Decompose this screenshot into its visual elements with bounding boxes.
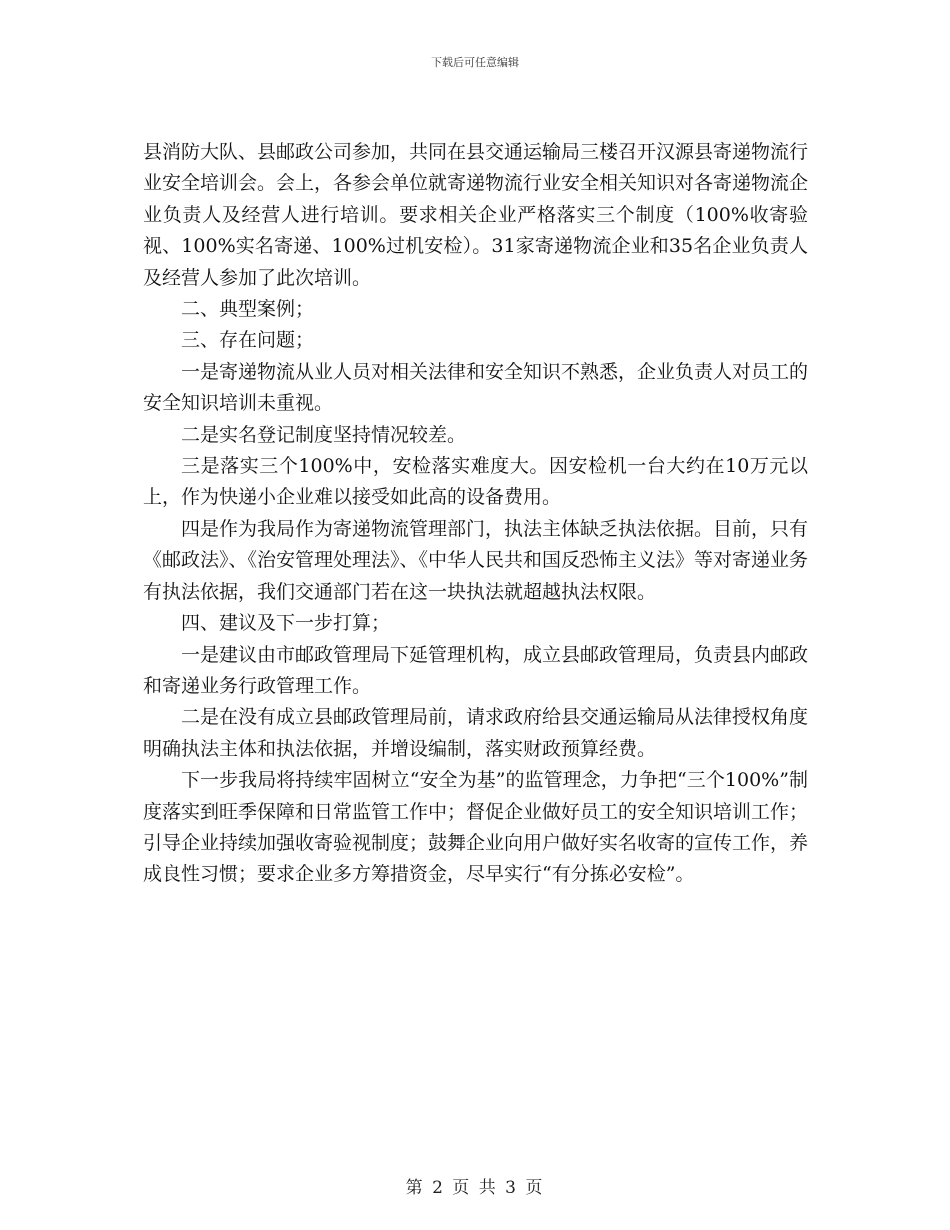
section-heading-existing-problems: 三、存在问题；: [181, 329, 315, 352]
section-heading-suggestions: 四、建议及下一步打算；: [181, 612, 391, 635]
page-header: 下载后可任意编辑: [431, 56, 519, 69]
document-body: [143, 137, 808, 891]
paragraph: 二是在没有成立县邮政管理局前，请求政府给县交通运输局从法律授权角度明确执法主体和执法依据，并增设编制，落实财政预算经费。: [143, 706, 809, 760]
paragraph: 县消防大队、县邮政公司参加，共同在县交通运输局三楼召开汉源县寄递物流行业安全培训会。会上，各参会单位就寄递物流行业安全相关知识对各寄递物流企业负责人及经营人进行培训。要求相关企业严格落实三个制度（100%收寄验视、100%实名寄递、100%过机安检）。31家寄递物流企业和35名企业负责人及经营人参加了此次培训。: [143, 141, 809, 289]
page-number: 第 2 页 共 3 页: [405, 1178, 545, 1198]
paragraph: 下一步我局将持续牢固树立“安全为基”的监管理念，力争把“三个100%”制度落实到旺季保障和日常监管工作中；督促企业做好员工的安全知识培训工作；引导企业持续加强收寄验视制度；鼓舞企业向用户做好实名收寄的宣传工作，养成良性习惯；要求企业多方筹措资金，尽早实行“有分拣必安检”。: [143, 769, 809, 886]
paragraph: 二是实名登记制度坚持情况较差。: [181, 423, 467, 446]
paragraph: 三是落实三个100%中，安检落实难度大。因安检机一台大约在10万元以上，作为快递小企业难以接受如此高的设备费用。: [143, 455, 808, 509]
paragraph: 一是建议由市邮政管理局下延管理机构，成立县邮政管理局，负责县内邮政和寄递业务行政管理工作。: [143, 643, 809, 697]
paragraph: 四是作为我局作为寄递物流管理部门，执法主体缺乏执法依据。目前，只有《邮政法》、《治安管理处理法》、《中华人民共和国反恐怖主义法》等对寄递业务有执法依据，我们交通部门若在这一块执法就超越执法权限。: [143, 517, 809, 603]
section-heading-typical-cases: 二、典型案例；: [181, 298, 315, 321]
paragraph: 一是寄递物流从业人员对相关法律和安全知识不熟悉，企业负责人对员工的安全知识培训未重视。: [143, 360, 809, 415]
